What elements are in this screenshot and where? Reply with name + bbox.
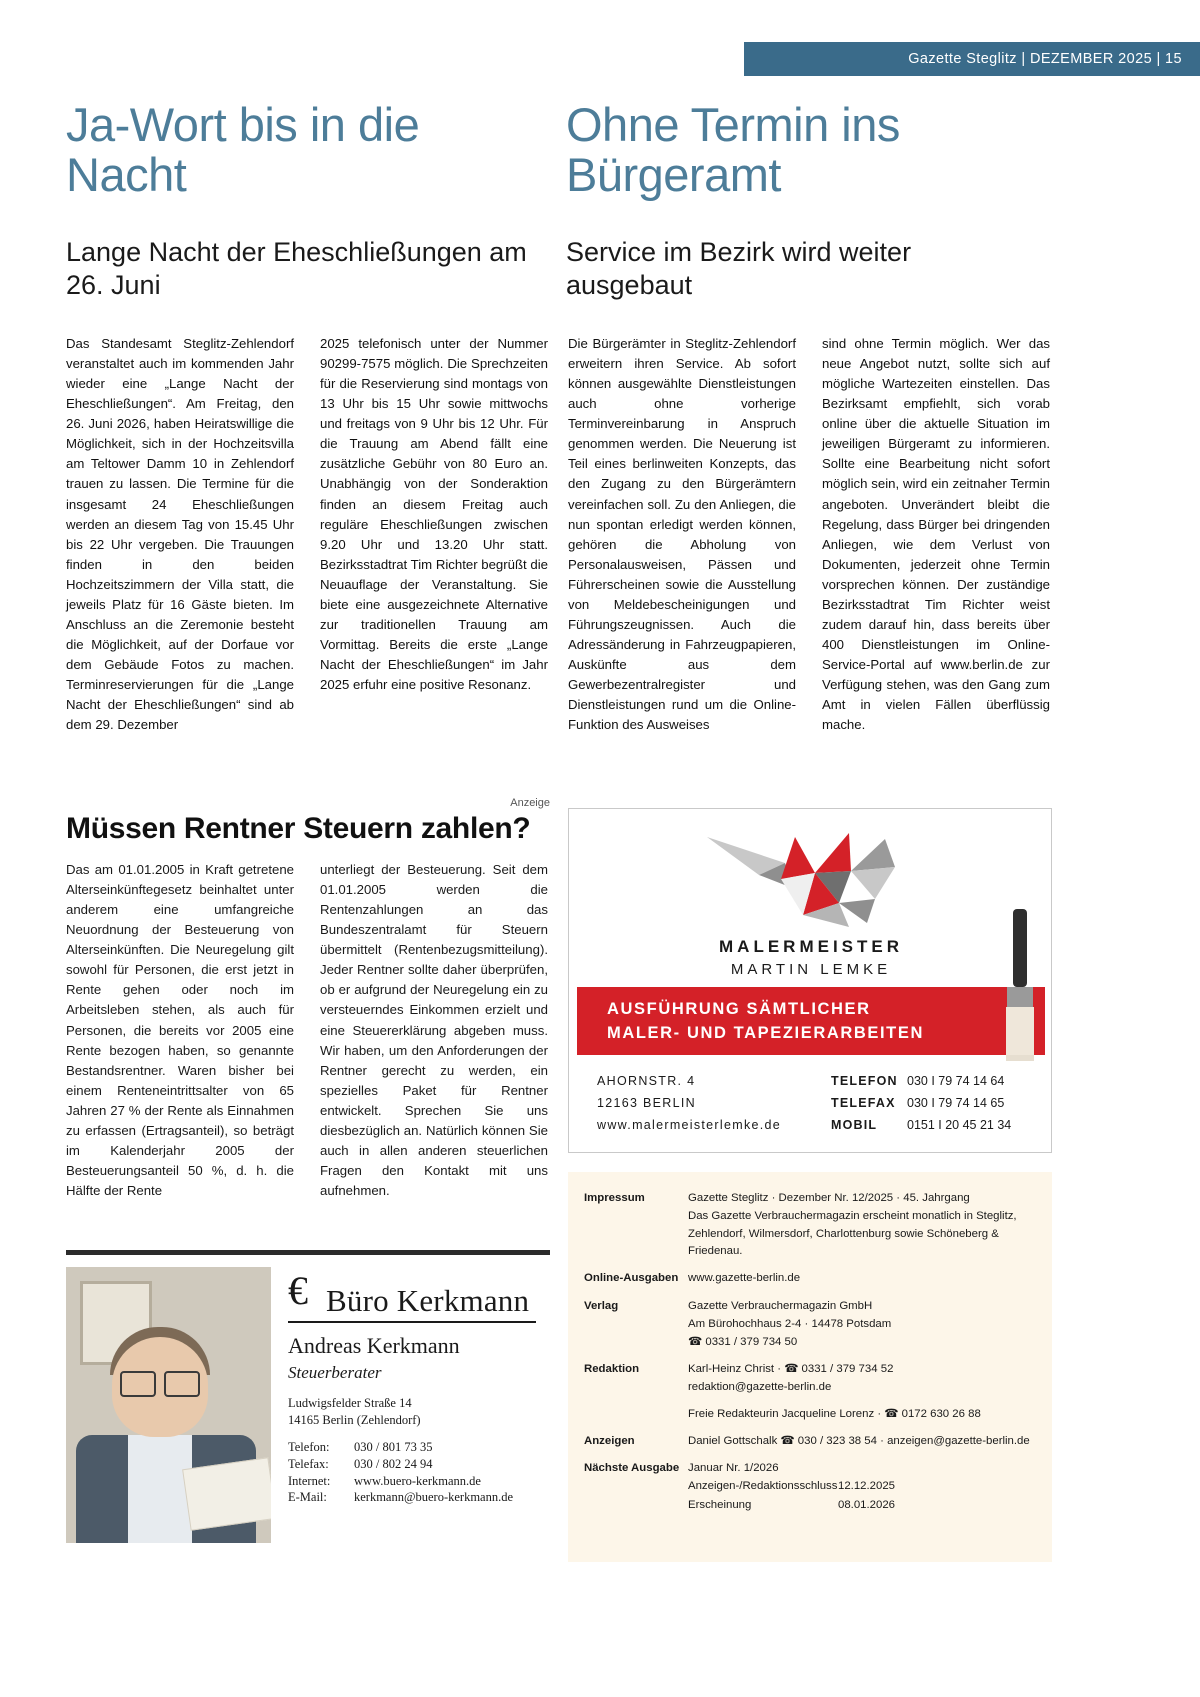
impressum-intro-1: Gazette Steglitz · Dezember Nr. 12/2025 · 45. Jahrgang (688, 1192, 970, 1204)
anzeige-label: Anzeige (510, 797, 550, 809)
article-left-column-1: Das Standesamt Steglitz-Zehlendorf veranstaltet auch im kommenden Jahr wieder eine „Lange Nacht der Eheschließungen“. Am Freitag, den 26. Juni 2026, haben Heiratswillige die Möglichkeit, sich in der Hochzeitsvilla am Teltower Damm 10 in Zehlendorf trauen zu lassen. Die Termine für die insgesamt 24 Eheschließungen werden an diesem Tag von 15.45 Uhr bis 22 Uhr vergeben. Die Trauungen finden in den beiden Hochzeitszimmern der Villa statt, die jeweils Platz für 16 Gäste bieten. Im Anschluss an die Zeremonie besteht die Möglichkeit, auf der Dorfaue vor dem Gebäude Fotos zu machen. Terminreservierungen für die „Lange Nacht der Eheschließungen“ sind ab dem 29. Dezember (66, 336, 294, 733)
headline-right: Ohne Termin ins Bürgeramt (566, 98, 900, 201)
impressum-online-label: Online-Ausgaben (584, 1272, 679, 1285)
impressum-verlag-1: Gazette Verbrauchermagazin GmbH (688, 1299, 873, 1312)
kerkmann-web-label: Internet: (288, 1473, 331, 1488)
subhead-left: Lange Nacht der Eheschließungen am 26. Juni (66, 237, 527, 300)
impressum-verlag-2: Am Bürohochhaus 2-4 · 14478 Potsdam (688, 1317, 892, 1330)
lemke-mobil-label: MOBIL (831, 1117, 878, 1132)
lemke-band-line1: AUSFÜHRUNG SÄMTLICHER (607, 999, 871, 1018)
impressum-intro-3: Zehlendorf, Wilmersdorf, Charlottenburg sowie Schöneberg & Friedenau. (688, 1228, 999, 1258)
kerkmann-phone: 030 / 801 73 35 (354, 1439, 433, 1454)
lemke-band-line2: MALER- UND TAPEZIERARBEITEN (607, 1023, 924, 1042)
article-bottom-column-2: unterliegt der Besteuerung. Seit dem 01.01.2005 werden die Rentenzahlungen an das Bundeszentralamt für Steuern übermittelt (Rentenbezugsmitteilung). Jeder Rentner sollte daher überprüfen, ob er aufgrund der Neuregelung ein zu versteuerndes Einkommen erzielt und eine Steuererklärung abgeben muss. Wir haben, um den Anforderungen der Rentner gerecht zu werden, ein spezielles Paket für Rentner entwickelt. Sprechen Sie uns diesbezüglich an. Natürlich können Sie auch in allen anderen steuerlichen Fragen den Kontakt mit uns aufnehmen. (320, 862, 548, 1198)
ad-buero-kerkmann[interactable] (66, 1250, 550, 1550)
impressum-redaktion-1: Karl-Heinz Christ · ☎ 0331 / 379 734 52 (688, 1362, 894, 1375)
kerkmann-role: Steuerberater (288, 1363, 382, 1382)
lemke-brand-line1: MALERMEISTER (719, 937, 903, 956)
kerkmann-address-line1: Ludwigsfelder Straße 14 (288, 1396, 412, 1410)
page-header-bar (744, 42, 1200, 76)
impressum-redaktion-2[interactable]: redaktion@gazette-berlin.de (688, 1380, 832, 1393)
impressum-box (568, 1172, 1052, 1562)
logo-divider (288, 1321, 536, 1323)
impressum-anzeigen-value: Daniel Gottschalk ☎ 030 / 323 38 54 · anzeigen@gazette-berlin.de (688, 1435, 1030, 1448)
article-right-column-2: sind ohne Termin möglich. Wer das neue Angebot nutzt, sollte sich auf mögliche Wartezeiten einstellen. Das Bezirksamt empfiehlt, sich vorab online über die aktuelle Situation im jeweiligen Bürgeramt zu informieren. Sollte eine Bearbeitung nicht sofort möglich sein, wird ein zeitnaher Termin angeboten. Unverändert bleibt die Regelung, dass Bürger bei dringenden Anliegen, wie dem Verlust von Dokumenten, jederzeit ohne Termin vorsprechen können. Der zuständige Bezirksstadtrat Tim Richter weist zudem darauf hin, dass bereits über 400 Dienstleistungen im Online-Service-Portal auf www.berlin.de zur Verfügung stehen, was den Gang zum Amt in vielen Fällen überflüssig mache. (822, 336, 1050, 733)
kerkmann-mail-label: E-Mail: (288, 1490, 327, 1505)
lemke-city: 12163 BERLIN (597, 1095, 696, 1110)
kerkmann-fax-label: Telefax: (288, 1456, 329, 1471)
kerkmann-phone-label: Telefon: (288, 1439, 330, 1454)
ad-malermeister-lemke[interactable] (568, 808, 1052, 1153)
kerkmann-mail[interactable]: kerkmann@buero-kerkmann.de (354, 1490, 514, 1505)
header-text: Gazette Steglitz | DEZEMBER 2025 | 15 (908, 51, 1182, 67)
paintbrush-icon (1003, 909, 1037, 1059)
article-bottom-column-1: Das am 01.01.2005 in Kraft getretene Alterseinkünftegesetz beinhaltet unter anderem eine umfangreiche Neuordnung der Besteuerung von Alterseinkünften. Die Neuregelung gilt sowohl für Personen, die erst jetzt in Rente gehen oder noch im Arbeitsleben stehen, als auch für Personen, die bereits vor 2005 eine Rente bezogen haben, so genannte Bestandsrentner. Waren bisher bei einem Renteneintrittsalter von 65 Jahren 27 % der Rente als Einnahmen zu erfassen (Ertragsanteil), so beträgt im Kalenderjahr 2005 der Besteuerungsanteil 50 %, d. h. die Hälfte der Rente (66, 862, 294, 1198)
kerkmann-web[interactable]: www.buero-kerkmann.de (354, 1473, 481, 1488)
lemke-web[interactable]: www.malermeisterlemke.de (597, 1117, 782, 1132)
article-right-column-1: Die Bürgerämter in Steglitz-Zehlendorf erweitern ihren Service. Ab sofort können ausgewählte Dienstleistungen auch ohne vorherige Terminvereinbarung in Anspruch genommen werden. Die Neuerung ist Teil eines berlinweiten Konzepts, das den Zugang zu den Bürgerämtern vereinfachen soll. Zu den Anliegen, die nun spontan erledigt werden können, gehören die Abholung von Personalausweisen, Pässen und Führerscheinen sowie die Ausstellung von Meldebescheinigungen und Führungszeugnissen. Auch die Adressänderung in Fahrzeugpapieren, Auskünfte aus dem Gewerbezentralregister und Dienstleistungen rund um die Online-Funktion des Ausweises (568, 336, 796, 733)
advisor-photo (66, 1267, 271, 1543)
lemke-fax-label: TELEFAX (831, 1095, 896, 1110)
impressum-verlag-3: ☎ 0331 / 379 734 50 (688, 1335, 798, 1348)
euro-icon (288, 1279, 324, 1317)
lemke-service-band (577, 987, 1045, 1055)
impressum-erscheinung-key: Erscheinung (688, 1498, 752, 1511)
subhead-right: Service im Bezirk wird weiter ausgebaut (566, 237, 912, 300)
lemke-star-logo (699, 827, 929, 932)
lemke-tel-label: TELEFON (831, 1074, 898, 1088)
kerkmann-logo-text: Büro Kerkmann (326, 1283, 530, 1318)
impressum-naechste-label: Nächste Ausgabe (584, 1462, 680, 1475)
impressum-schluss-key: Anzeigen-/Redaktionsschluss (688, 1480, 838, 1493)
impressum-erscheinung-value: 08.01.2026 (838, 1498, 896, 1511)
impressum-naechste-value: Januar Nr. 1/2026 (688, 1462, 779, 1475)
kerkmann-address-line2: 14165 Berlin (Zehlendorf) (288, 1412, 421, 1427)
impressum-online-value[interactable]: www.gazette-berlin.de (688, 1272, 801, 1285)
impressum-title: Impressum (584, 1192, 645, 1204)
article-left-column-2: 2025 telefonisch unter der Nummer 90299-7575 möglich. Die Sprechzeiten für die Reservierung sind montags von 13 Uhr bis 15 Uhr sowie mittwochs und freitags von 9 Uhr bis 12 Uhr. Für die Trauung am Abend fällt eine zusätzliche Gebühr von 80 Euro an. Unabhängig von der Sonderaktion finden an diesem Freitag auch reguläre Eheschließungen zwischen 9.20 Uhr und 13.20 Uhr statt. Bezirksstadtrat Tim Richter begrüßt die Neuauflage der Veranstaltung. Sie biete eine ausgezeichnete Alternative zur traditionellen Trauung am Vormittag. Bereits die erste „Lange Nacht der Eheschließungen“ im Jahr 2025 erfuhr eine positive Resonanz. (320, 336, 548, 693)
headline-left: Ja-Wort bis in die Nacht (66, 98, 420, 201)
impressum-verlag-label: Verlag (584, 1299, 619, 1312)
lemke-tel: 030 I 79 74 14 64 (907, 1074, 1005, 1088)
impressum-redaktion-3: Freie Redakteurin Jacqueline Lorenz · ☎ 0172 630 26 88 (688, 1408, 981, 1421)
impressum-anzeigen-label: Anzeigen (584, 1435, 635, 1448)
impressum-redaktion-label: Redaktion (584, 1362, 640, 1375)
impressum-schluss-value: 12.12.2025 (838, 1480, 896, 1493)
lemke-brand-line2: MARTIN LEMKE (730, 961, 892, 978)
article-bottom-title: Müssen Rentner Steuern zahlen? (66, 812, 531, 845)
lemke-street: AHORNSTR. 4 (597, 1074, 696, 1088)
lemke-fax: 030 I 79 74 14 65 (907, 1095, 1005, 1110)
impressum-intro-2: Das Gazette Verbrauchermagazin erscheint monatlich in Steglitz, (688, 1210, 1017, 1223)
kerkmann-logo (288, 1279, 550, 1319)
lemke-mobil: 0151 I 20 45 21 34 (907, 1117, 1012, 1132)
kerkmann-fax: 030 / 802 24 94 (354, 1456, 433, 1471)
kerkmann-name: Andreas Kerkmann (288, 1333, 460, 1358)
